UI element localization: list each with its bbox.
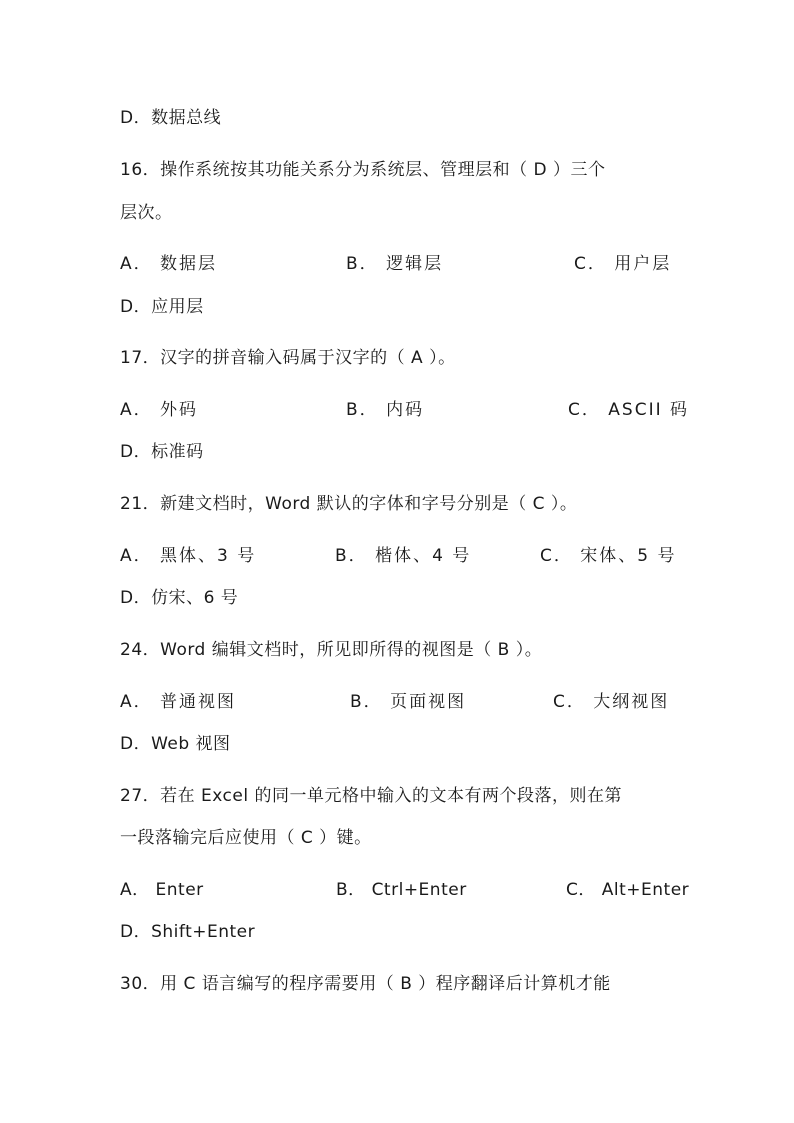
option-a: A． 普通视图 bbox=[120, 692, 237, 712]
option-d: D．Web 视图 bbox=[120, 734, 231, 754]
option-d: D．仿宋、6 号 bbox=[120, 588, 239, 608]
option-a: A． 外码 bbox=[120, 400, 199, 420]
option-b: B． 楷体、4 号 bbox=[335, 546, 472, 566]
question-17: 17．汉字的拼音输入码属于汉字的（ A ）。 bbox=[120, 348, 456, 368]
question-21: 21．新建文档时，Word 默认的字体和字号分别是（ C ）。 bbox=[120, 494, 578, 514]
option-a: A． 数据层 bbox=[120, 254, 218, 274]
question-16-continued: 层次。 bbox=[120, 203, 173, 223]
option-b: B． Ctrl+Enter bbox=[336, 880, 467, 900]
question-27-continued: 一段落输完后应使用（ C ）键。 bbox=[120, 828, 372, 848]
option-d: D．应用层 bbox=[120, 297, 204, 317]
option-b: B． 页面视图 bbox=[350, 692, 467, 712]
option-b: B． 逻辑层 bbox=[346, 254, 444, 274]
question-27: 27．若在 Excel 的同一单元格中输入的文本有两个段落，则在第 bbox=[120, 786, 622, 806]
question-24: 24．Word 编辑文档时，所见即所得的视图是（ B ）。 bbox=[120, 640, 543, 660]
answer-option-d: D．数据总线 bbox=[120, 108, 222, 128]
option-c: C． 宋体、5 号 bbox=[540, 546, 677, 566]
option-d: D．Shift+Enter bbox=[120, 922, 256, 942]
option-c: C． 大纲视图 bbox=[553, 692, 670, 712]
question-30: 30．用 C 语言编写的程序需要用（ B ）程序翻译后计算机才能 bbox=[120, 974, 611, 994]
option-c: C． Alt+Enter bbox=[566, 880, 690, 900]
option-b: B． 内码 bbox=[346, 400, 425, 420]
option-c: C． ASCII 码 bbox=[568, 400, 689, 420]
option-a: A． Enter bbox=[120, 880, 204, 900]
option-d: D．标准码 bbox=[120, 442, 204, 462]
option-c: C． 用户层 bbox=[574, 254, 672, 274]
question-16: 16．操作系统按其功能关系分为系统层、管理层和（ D ）三个 bbox=[120, 160, 606, 180]
option-a: A． 黑体、3 号 bbox=[120, 546, 257, 566]
